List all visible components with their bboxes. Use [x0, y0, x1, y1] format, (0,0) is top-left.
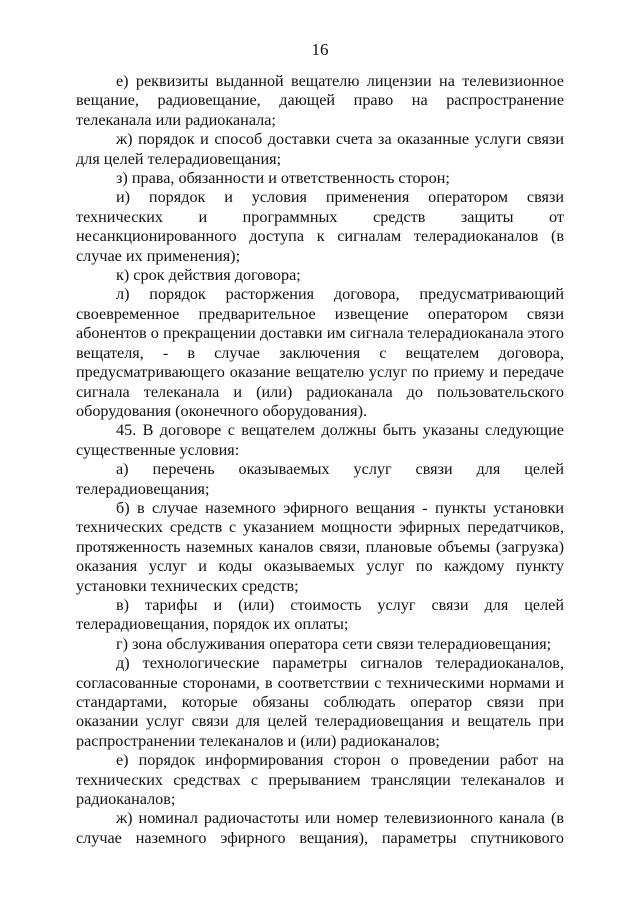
paragraph-item-d: д) технологические параметры сигналов телерадиоканалов, согласованные сторонами, в соответствии с техническими нормами и стандартами, которые обязаны соблюдать оператор связи при оказании услуг связи для целей телерадиовещания и вещатель при распространении телеканалов и (или) радиоканалов; — [76, 654, 564, 750]
document-body — [76, 72, 564, 848]
paragraph-item-g: г) зона обслуживания оператора сети связи телерадиовещания; — [116, 634, 552, 653]
paragraph-item-a: а) перечень оказываемых услуг связи для целей телерадиовещания; — [76, 460, 564, 498]
paragraph-item-b: б) в случае наземного эфирного вещания - пункты установки технических средств с указанием мощности эфирных передатчиков, протяженность наземных каналов связи, плановые объемы (загрузка) оказания услуг и коды оказываемых услуг по каждому пункту установки технических средств; — [76, 498, 564, 595]
paragraph-item-k: к) срок действия договора; — [116, 266, 301, 285]
paragraph-item-z: з) права, обязанности и ответственность сторон; — [116, 169, 450, 188]
paragraph-item-v: в) тарифы и (или) стоимость услуг связи для целей телерадиовещания, порядок их оплаты; — [76, 595, 564, 634]
paragraph-item-zh2: ж) номинал радиочастоты или номер телевизионного канала (в случае наземного эфирного вещания), параметры спутникового — [76, 809, 564, 847]
paragraph-item-zh: ж) порядок и способ доставки счета за оказанные услуги связи для целей телерадиовещания; — [76, 130, 564, 168]
paragraph-item-e2: е) порядок информирования сторон о проведении работ на технических средствах с прерыванием трансляции телеканалов и радиоканалов; — [76, 751, 564, 809]
paragraph-item-e: е) реквизиты выданной вещателю лицензии на телевизионное вещание, радиовещание, дающей право на распространение телеканала или радиоканала; — [76, 72, 564, 129]
paragraph-section-45: 45. В договоре с вещателем должны быть указаны следующие существенные условия: — [76, 421, 564, 459]
paragraph-item-l: л) порядок расторжения договора, предусматривающий своевременное предварительное извещение оператором связи абонентов о прекращении доставки им сигнала телерадиоканала этого вещателя, - в случае заключения с вещателем договора, предусматривающего оказание вещателю услуг по приему и передаче сигнала телеканала и (или) радиоканала до пользовательского оборудования (оконечного оборудования). — [76, 285, 564, 420]
page-number: 16 — [311, 40, 329, 59]
paragraph-item-i: и) порядок и условия применения оператором связи технических и программных средств защиты от несанкционированного доступа к сигналам телерадиоканалов (в случае их применения); — [76, 188, 564, 265]
